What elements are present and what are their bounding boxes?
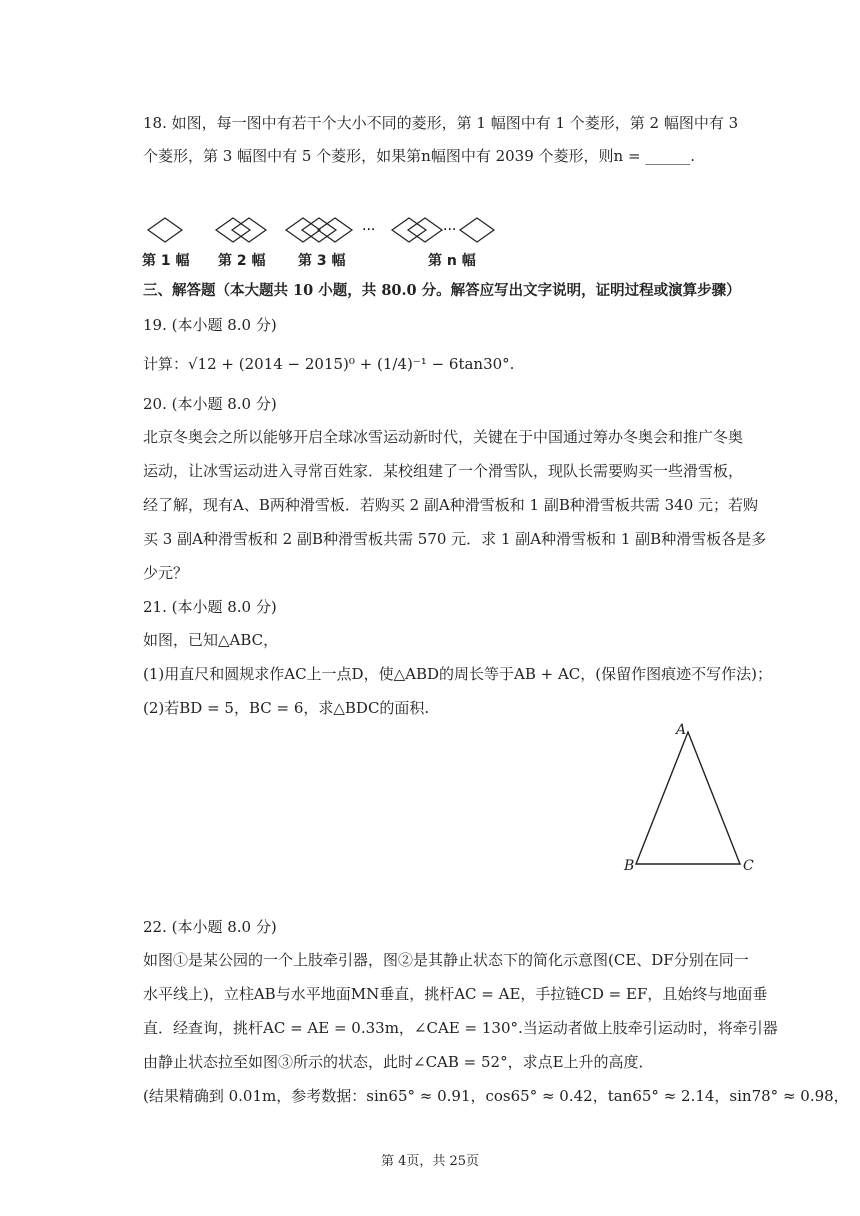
q22-line5: (结果精确到 0.01m，参考数据：sin65° ≈ 0.91，cos65° ≈ 0.42，tan65° ≈ 2.14，sin78° ≈ 0.98， <box>143 1087 849 1105</box>
q22-line2: 水平线上)，立柱AB与水平地面MN垂直，挑杆AC = AE，手拉链CD = EF，且始终与地面垂 <box>143 985 768 1003</box>
q19-body: 计算：√12 + (2014 − 2015)⁰ + (1/4)⁻¹ − 6tan30°. <box>143 355 515 373</box>
q22-header: 22. (本小题 8.0 分) <box>143 918 277 936</box>
q18-line1: 18. 如图，每一图中有若干个大小不同的菱形，第 1 幅图中有 1 个菱形，第 2 幅图中有 3 <box>143 114 739 132</box>
q20-line4: 买 3 副A种滑雪板和 2 副B种滑雪板共需 570 元．求 1 副A种滑雪板和 1 副B种滑雪板各是多 <box>143 530 767 548</box>
q22-line4: 由静止状态拉至如图③所示的状态，此时∠CAB = 52°，求点E上升的高度． <box>143 1053 654 1071</box>
figure-label-n: 第 n 幅 <box>428 253 476 269</box>
q21-line3: (2)若BD = 5，BC = 6，求△BDC的面积. <box>143 699 430 717</box>
figure-label-2: 第 2 幅 <box>218 253 266 269</box>
q19-header: 19. (本小题 8.0 分) <box>143 316 277 334</box>
q22-line3: 直．经查询，挑杆AC = AE = 0.33m，∠CAE = 130°.当运动者做上肢牵引运动时，将牵引器 <box>143 1019 778 1037</box>
section-3-heading: 三、解答题（本大题共 10 小题，共 80.0 分。解答应写出文字说明，证明过程或演算步骤） <box>143 282 741 299</box>
rhombus-pattern-figure <box>140 212 500 272</box>
vertex-label-a: A <box>676 722 687 738</box>
q22-line1: 如图①是某公园的一个上肢牵引器，图②是其静止状态下的简化示意图(CE、DF分别在同一 <box>143 951 749 969</box>
q20-header: 20. (本小题 8.0 分) <box>143 395 277 413</box>
q18-line2: 个菱形，第 3 幅图中有 5 个菱形，如果第n幅图中有 2039 个菱形，则n = ______. <box>143 147 696 165</box>
q20-line3: 经了解，现有A、B两种滑雪板．若购买 2 副A种滑雪板和 1 副B种滑雪板共需 340 元；若购 <box>143 496 759 514</box>
vertex-label-c: C <box>743 858 754 874</box>
q20-line2: 运动，让冰雪运动进入寻常百姓家．某校组建了一个滑雪队，现队长需要购买一些滑雪板， <box>143 462 744 480</box>
ellipsis-2: ··· <box>443 222 457 238</box>
triangle-abc-figure <box>612 718 762 880</box>
q21-line2: (1)用直尺和圆规求作AC上一点D，使△ABD的周长等于AB + AC，(保留作图痕迹不写作法)； <box>143 665 772 683</box>
q20-line5: 少元？ <box>143 564 189 582</box>
page-footer: 第 4页，共 25页 <box>380 1154 480 1169</box>
figure-label-3: 第 3 幅 <box>298 253 346 269</box>
q20-line1: 北京冬奥会之所以能够开启全球冰雪运动新时代，关键在于中国通过筹办冬奥会和推广冬奥 <box>143 428 744 446</box>
figure-label-1: 第 1 幅 <box>142 253 190 269</box>
ellipsis-1: ··· <box>362 222 376 238</box>
q21-line1: 如图，已知△ABC， <box>143 631 279 649</box>
vertex-label-b: B <box>624 858 635 874</box>
q21-header: 21. (本小题 8.0 分) <box>143 598 277 616</box>
